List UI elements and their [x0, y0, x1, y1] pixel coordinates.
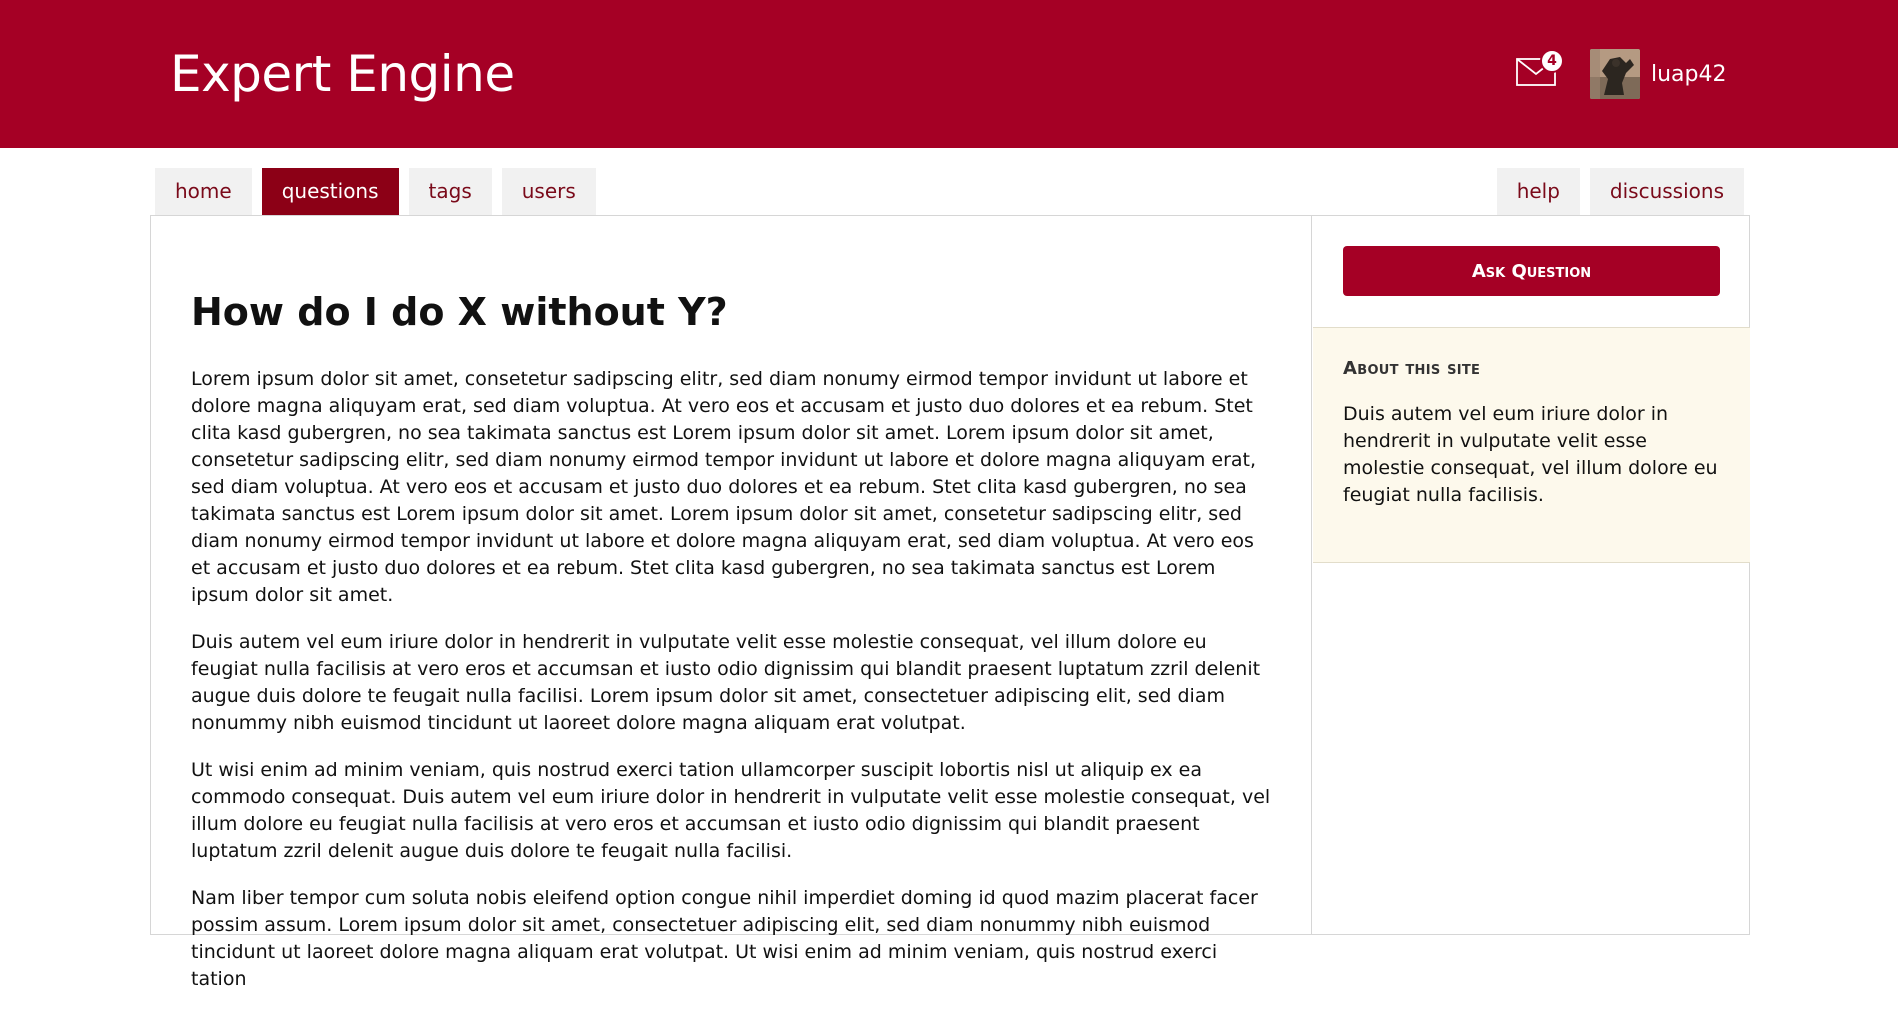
question-body: [191, 366, 1271, 1013]
tab-help[interactable]: help: [1497, 168, 1580, 215]
about-site-box: [1313, 327, 1750, 563]
content-frame: [150, 215, 1750, 990]
ask-question-button[interactable]: Ask Question: [1343, 246, 1720, 296]
body-paragraph: Ut wisi enim ad minim veniam, quis nostrud exerci tation ullamcorper suscipit lobortis nisl ut aliquip ex ea commodo consequat. Duis autem vel eum iriure dolor in hendrerit in vulputate velit esse molestie consequat, vel illum dolore eu feugiat nulla facilisis at vero eros et accumsan et iusto odio dignissim qui blandit praesent luptatum zzril delenit augue duis dolore te feugait nulla facilisi.: [191, 759, 1271, 862]
tab-discussions[interactable]: discussions: [1590, 168, 1744, 215]
inbox-count-badge: 4: [1540, 49, 1564, 73]
question-panel: [151, 216, 1312, 990]
avatar[interactable]: [1590, 49, 1640, 99]
body-paragraph: Duis autem vel eum iriure dolor in hendrerit in vulputate velit esse molestie consequat, vel illum dolore eu feugiat nulla facilisis at vero eros et accumsan et iusto odio dignissim qui blandit praesent luptatum zzril delenit augue duis dolore te feugait nulla facilisi. Lorem ipsum dolor sit amet, consectetuer adipiscing elit, sed diam nonummy nibh euismod tincidunt ut laoreet dolore magna aliquam erat volutpat.: [191, 631, 1261, 734]
username[interactable]: luap42: [1651, 61, 1727, 87]
sidebar: [1313, 216, 1750, 934]
tab-users[interactable]: users: [502, 168, 596, 215]
user-menu[interactable]: [1590, 49, 1727, 99]
question-title: How do I do X without Y?: [191, 290, 728, 334]
main-nav: [155, 168, 596, 215]
body-paragraph: Nam liber tempor cum soluta nobis eleifend option congue nihil imperdiet doming id quod mazim placerat facer possim assum. Lorem ipsum dolor sit amet, consectetuer adipiscing elit, sed diam nonummy nibh euismod tincidunt ut laoreet dolore magna aliquam erat volutpat. Ut wisi enim ad minim veniam, quis nostrud exerci tation: [191, 887, 1258, 990]
tab-home[interactable]: home: [155, 168, 252, 215]
site-title[interactable]: Expert Engine: [170, 45, 515, 103]
about-text: Duis autem vel eum iriure dolor in hendrerit in vulputate velit esse molestie consequat, vel illum dolore eu feugiat nulla facilisis.: [1343, 403, 1718, 506]
site-header: [0, 0, 1898, 148]
body-paragraph: Lorem ipsum dolor sit amet, consetetur sadipscing elitr, sed diam nonumy eirmod tempor invidunt ut labore et dolore magna aliquyam erat, sed diam voluptua. At vero eos et accusam et justo duo dolores et ea rebum. Stet clita kasd gubergren, no sea takimata sanctus est Lorem ipsum dolor sit amet. Lorem ipsum dolor sit amet, consetetur sadipscing elitr, sed diam nonumy eirmod tempor invidunt ut labore et dolore magna aliquyam erat, sed diam voluptua. At vero eos et accusam et justo duo dolores et ea rebum. Stet clita kasd gubergren, no sea takimata sanctus est Lorem ipsum dolor sit amet. Lorem ipsum dolor sit amet, consetetur sadipscing elitr, sed diam nonumy eirmod tempor invidunt ut labore et dolore magna aliquyam erat, sed diam voluptua. At vero eos et accusam et justo duo dolores et ea rebum. Stet clita kasd gubergren, no sea takimata sanctus est Lorem ipsum dolor sit amet.: [191, 368, 1257, 606]
about-heading: About this site: [1343, 358, 1481, 379]
secondary-nav: [1497, 168, 1744, 215]
tab-questions[interactable]: questions: [262, 168, 399, 215]
tab-tags[interactable]: tags: [409, 168, 492, 215]
inbox-button[interactable]: [1516, 54, 1558, 88]
